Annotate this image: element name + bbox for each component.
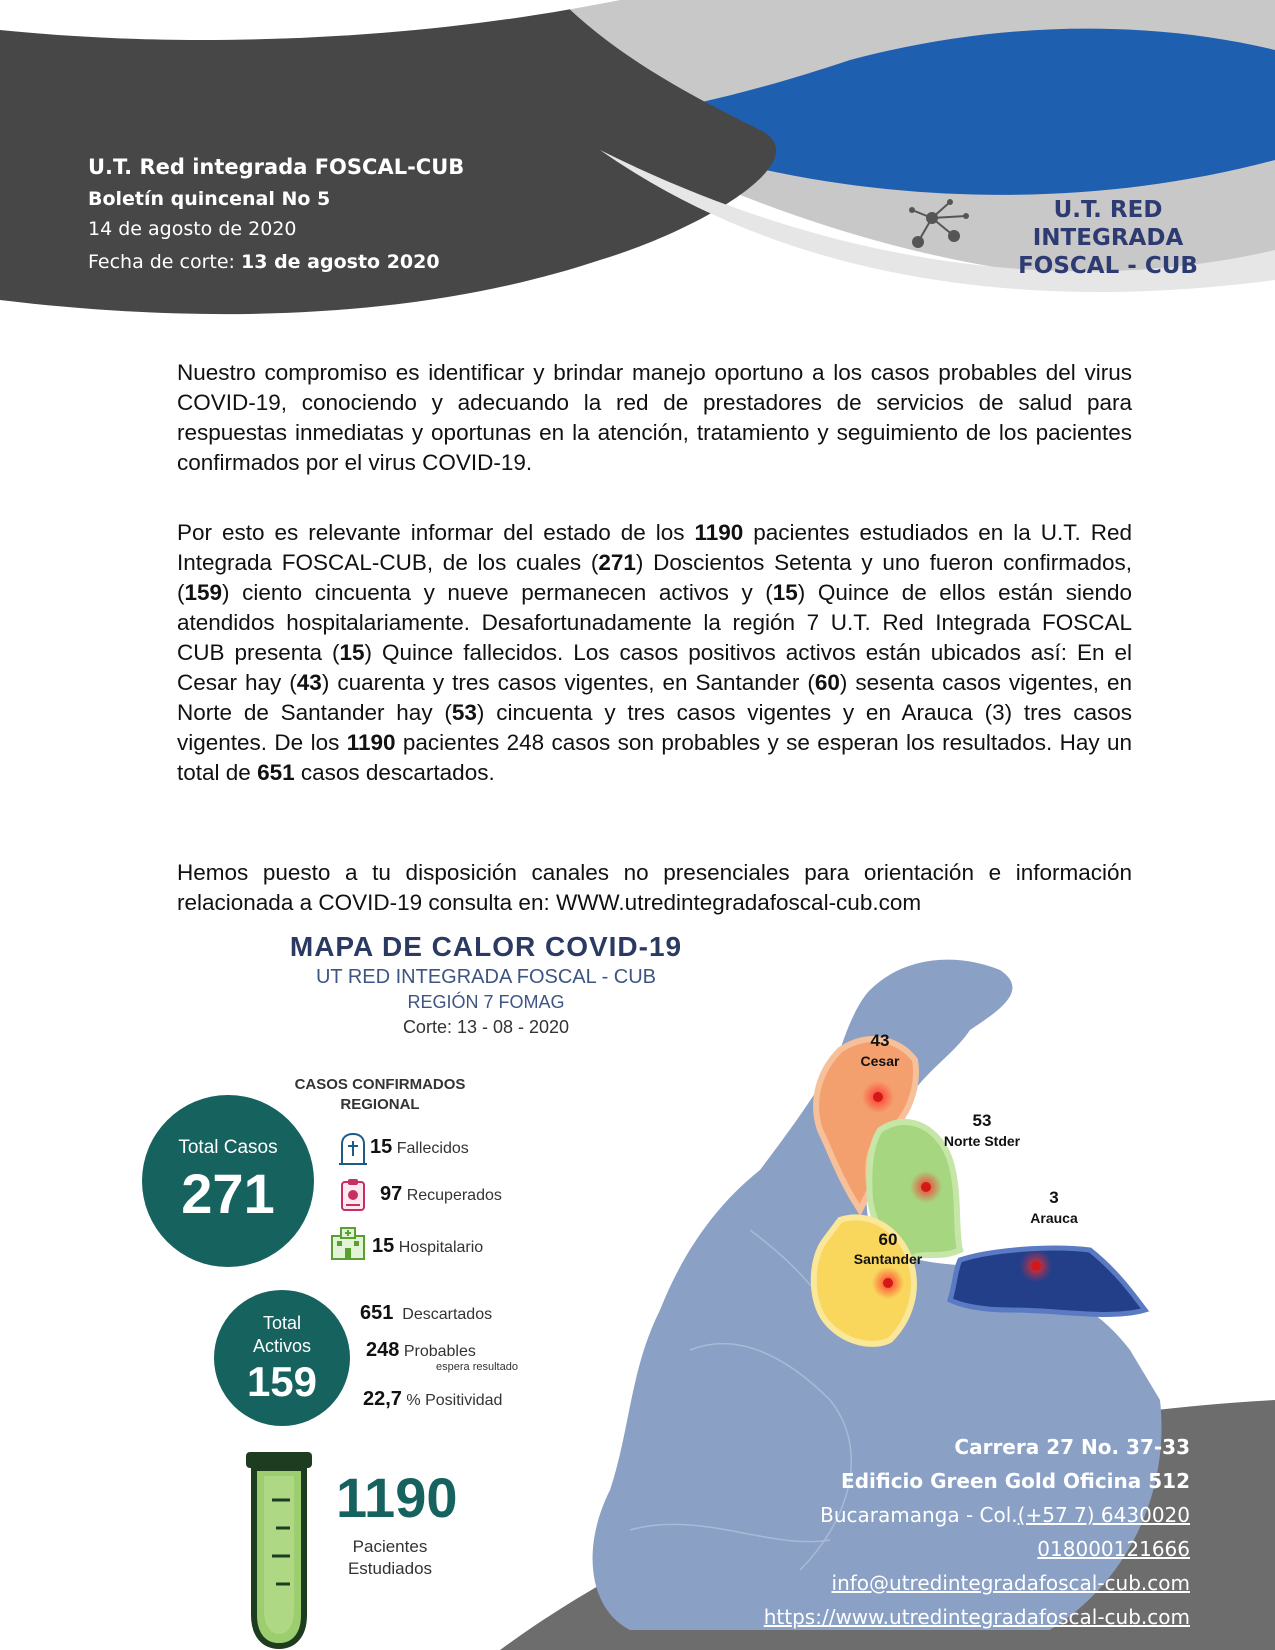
studied-label: Pacientes Estudiados: [347, 1537, 433, 1578]
city-phone: [764, 1498, 1190, 1532]
norte-santander-hotspot: [921, 1182, 931, 1192]
clipboard-icon: [340, 1178, 366, 1212]
cutoff-label: Fecha de corte:: [88, 251, 242, 273]
tombstone-icon: [338, 1132, 368, 1166]
network-logo-icon: [904, 196, 974, 258]
total-active-value: 159: [246, 1358, 318, 1405]
cesar-hotspot: [873, 1092, 883, 1102]
stat-positivity: 22,7 % Positividad: [363, 1388, 503, 1410]
stat-deceased: 15 Fallecidos: [370, 1136, 469, 1158]
infographic-cut: Corte: 13 - 08 - 2020: [402, 1017, 570, 1037]
address-line-2: Edificio Green Gold Oficina 512: [841, 1469, 1190, 1493]
website-link[interactable]: https://www.utredintegradafoscal-cub.com: [763, 1605, 1190, 1629]
stat-hospitalized: 15 Hospitalario: [372, 1235, 484, 1257]
stat-discarded: 651 Descartados: [360, 1302, 493, 1324]
hospital-icon: [330, 1226, 366, 1260]
logo-line-2: FOSCAL - CUB: [1018, 253, 1198, 279]
total-cases-value: 271: [181, 1162, 275, 1225]
infographic-subtitle: UT RED INTEGRADA FOSCAL - CUB: [315, 966, 657, 988]
santander-name: Santander: [853, 1251, 923, 1267]
santander-value: 60: [878, 1230, 898, 1249]
arauca-name: Arauca: [1030, 1210, 1078, 1226]
phone-link[interactable]: (+57 7) 6430020: [1017, 1503, 1190, 1527]
cesar-value: 43: [870, 1031, 890, 1050]
total-active-circle: [214, 1290, 350, 1426]
stat-probable: 248 Probables espera resultado: [366, 1339, 518, 1373]
test-tube-icon: [244, 1450, 314, 1650]
infographic-region: REGIÓN 7 FOMAG: [407, 992, 565, 1012]
paragraph-commitment: Nuestro compromiso es identificar y brindar manejo oportuno a los casos probables del virus COVID-19, conociendo y adecuando la red de prestadores de servicios de salud para respuestas inmediatas y oportunas en la atención, tratamiento y seguimiento de los pacientes confirmados por el virus COVID-19.: [177, 360, 1132, 475]
studied-value: 1190: [336, 1466, 458, 1529]
norte-santander-value: 53: [972, 1111, 992, 1130]
header: [88, 150, 464, 279]
norte-santander-name: Norte Stder: [943, 1133, 1021, 1149]
org-name: U.T. Red integrada FOSCAL-CUB: [88, 155, 465, 179]
email-link[interactable]: info@utredintegradafoscal-cub.com: [831, 1571, 1190, 1595]
cesar-name: Cesar: [860, 1053, 900, 1069]
arauca-hotspot: [1031, 1261, 1041, 1271]
contact-info: [764, 1430, 1190, 1634]
address-line-1: Carrera 27 No. 37-33: [954, 1435, 1190, 1459]
cutoff-value: 13 de agosto 2020: [241, 251, 440, 273]
total-active-label: Total Activos: [252, 1313, 312, 1356]
cutoff-date: [88, 245, 464, 279]
total-cases-circle: [142, 1095, 314, 1267]
toll-free-link[interactable]: 018000121666: [1037, 1537, 1190, 1561]
infographic-title: MAPA DE CALOR COVID-19: [289, 931, 683, 962]
logo-text: [982, 196, 1234, 280]
bulletin-date: 14 de agosto de 2020: [88, 218, 297, 240]
regional-title: CASOS CONFIRMADOS REGIONAL: [294, 1076, 466, 1113]
paragraph-channels: Hemos puesto a tu disposición canales no presenciales para orientación e información relacionada a COVID-19 consulta en: WWW.utredintegradafoscal-cub.com: [177, 860, 1132, 915]
stat-recovered: 97 Recuperados: [380, 1183, 502, 1205]
logo-line-1: U.T. RED INTEGRADA: [1032, 197, 1184, 251]
santander-hotspot: [883, 1278, 893, 1288]
paragraph-status: Por esto es relevante informar del estado de los 1190 pacientes estudiados en la U.T. Red Integrada FOSCAL-CUB, de los cuales (271) Doscientos Setenta y uno fueron confirmados, (159) ciento cincuenta y nueve permanecen activos y (15) Quince de ellos están siendo atendidos hospitalariamente. Desafortunadamente la región 7 U.T. Red Integrada FOSCAL CUB presenta (15) Quince fallecidos. Los casos positivos activos están ubicados así: En el Cesar hay (43) cuarenta y tres casos vigentes, en Santander (60) sesenta casos vigentes, en Norte de Santander hay (53) cincuenta y tres casos vigentes y en Arauca (3) tres casos vigentes. De los 1190 pacientes 248 casos son probables y se esperan los resultados. Hay un total de 651 casos descartados.: [177, 520, 1133, 785]
bulletin-number: Boletín quincenal No 5: [88, 188, 331, 210]
logo: [904, 196, 1234, 279]
arauca-value: 3: [1049, 1188, 1059, 1207]
city: Bucaramanga - Col.: [820, 1503, 1018, 1527]
total-cases-label: Total Casos: [178, 1137, 278, 1158]
